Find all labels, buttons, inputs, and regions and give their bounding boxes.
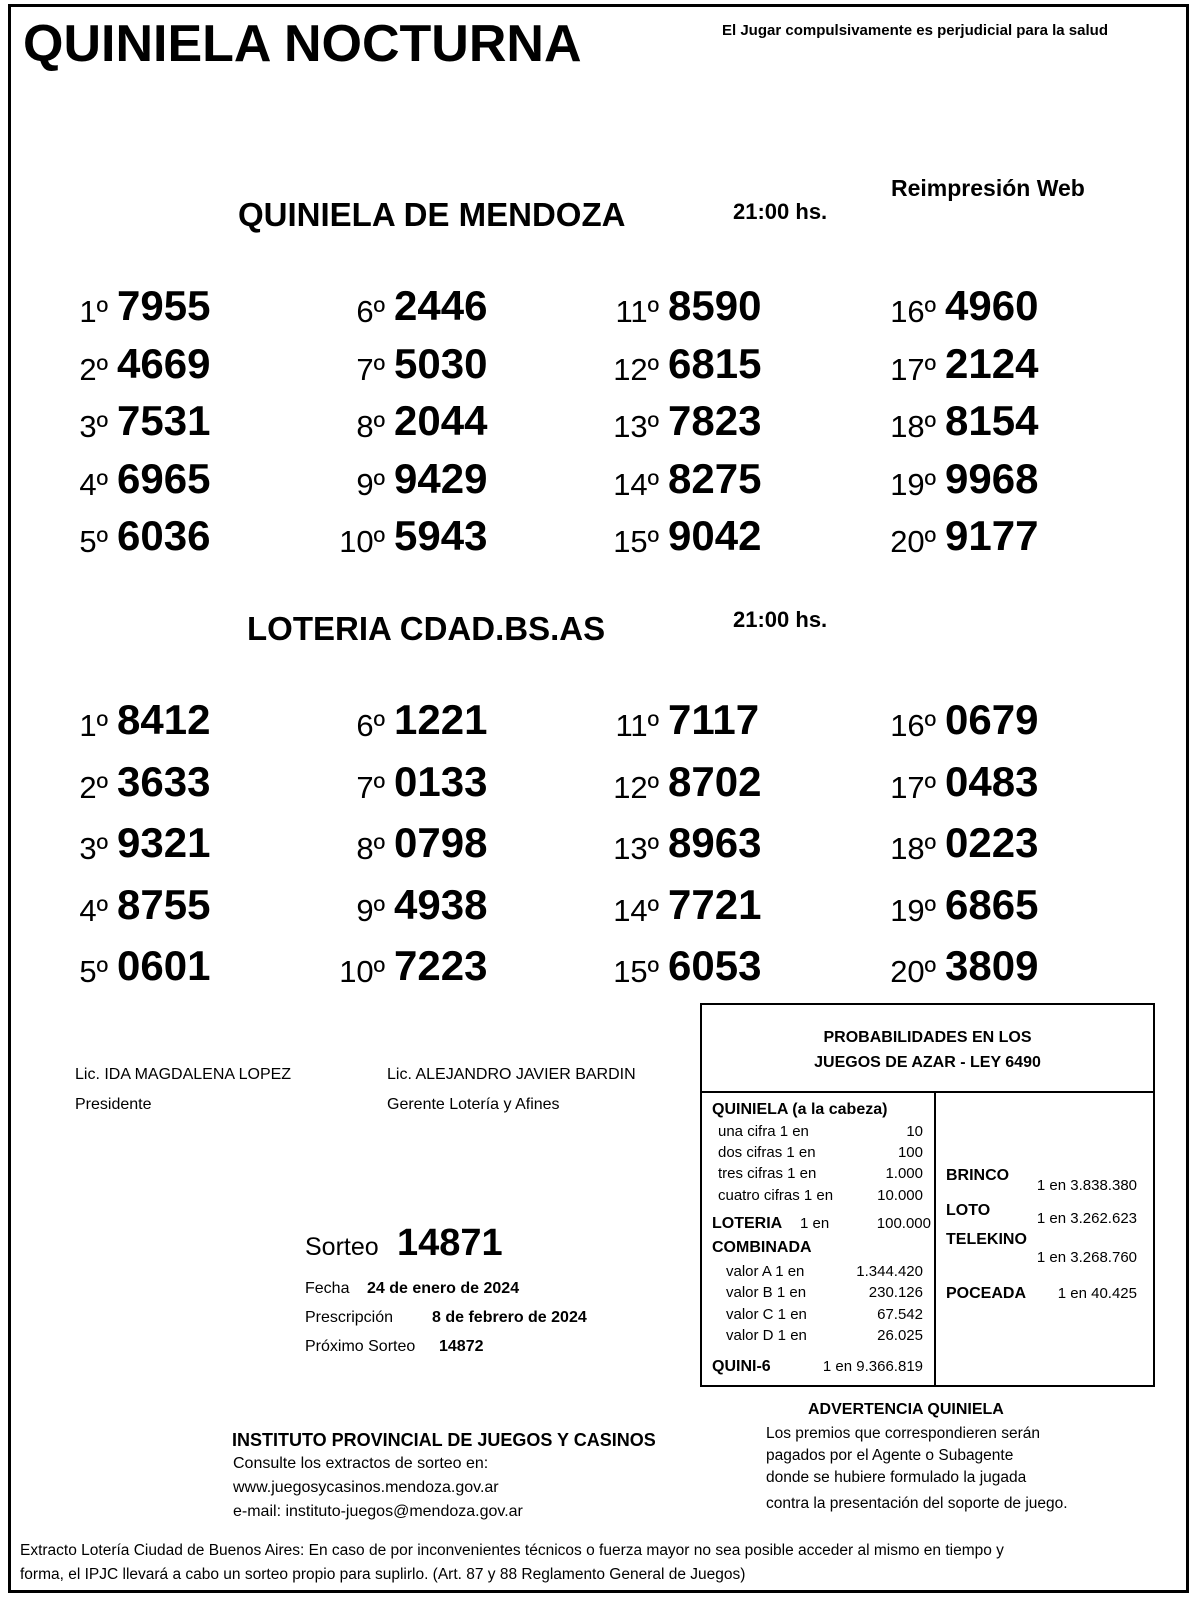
quini6-value: 1 en 9.366.819	[822, 1358, 923, 1375]
advertencia-title: ADVERTENCIA QUINIELA	[808, 1401, 1004, 1418]
result-number: 3633	[117, 757, 211, 805]
mendoza-time: 21:00 hs.	[733, 199, 828, 224]
result-position: 10º	[339, 524, 385, 559]
result-position: 16º	[890, 708, 936, 743]
result-number: 9429	[394, 454, 488, 502]
result-number: 0601	[117, 942, 211, 989]
combinada-row-value: 1.344.420	[856, 1263, 923, 1280]
result-number: 8590	[668, 282, 762, 329]
instituto-title: INSTITUTO PROVINCIAL DE JUEGOS Y CASINOS	[232, 1430, 656, 1450]
result-cell	[0, 758, 1200, 808]
poceada-value: 1 en 40.425	[1057, 1285, 1137, 1302]
proximo-label: Próximo Sorteo	[305, 1338, 416, 1355]
result-number: 7117	[668, 696, 760, 743]
result-position: 7º	[356, 769, 385, 805]
result-position: 10º	[339, 954, 385, 989]
quiniela-prob-label: QUINIELA (a la cabeza)	[712, 1101, 888, 1118]
instituto-line: Consulte los extractos de sorteo en:	[233, 1455, 489, 1472]
result-number: 9177	[945, 512, 1039, 559]
footer-line: Extracto Lotería Ciudad de Buenos Aires: En caso de por inconvenientes técnicos o fuerza mayor no sea posible acceder al mismo en tiempo y	[20, 1542, 1004, 1559]
result-number: 6053	[668, 942, 762, 989]
quiniela-row-value: 100	[897, 1144, 923, 1161]
result-number: 0798	[394, 819, 488, 866]
loteria-prob-value: 100.000	[876, 1215, 931, 1232]
result-position: 3º	[79, 831, 108, 866]
result-position: 20º	[890, 524, 936, 559]
result-position: 6º	[356, 708, 385, 743]
result-number: 0223	[945, 819, 1039, 866]
result-position: 6º	[356, 294, 385, 329]
result-number: 4669	[117, 339, 211, 387]
result-position: 1º	[79, 708, 108, 743]
loteria-title: LOTERIA CDAD.BS.AS	[247, 610, 606, 647]
result-position: 12º	[613, 351, 659, 387]
result-position: 11º	[615, 708, 659, 743]
probabilities-box	[700, 1003, 1155, 1387]
instituto-website-link[interactable]: www.juegosycasinos.mendoza.gov.ar	[233, 1479, 499, 1496]
advertencia-line: pagados por el Agente o Subagente	[766, 1447, 1014, 1464]
advertencia-line: contra la presentación del soporte de juego.	[766, 1495, 1068, 1512]
result-position: 2º	[79, 769, 108, 805]
result-number: 6815	[668, 339, 762, 387]
result-position: 17º	[890, 351, 936, 387]
loto-label: LOTO	[946, 1202, 991, 1219]
combinada-row-value: 26.025	[877, 1327, 923, 1344]
result-number: 7955	[117, 282, 211, 329]
combinada-row-label: valor C 1 en	[726, 1306, 807, 1323]
result-number: 8963	[668, 819, 762, 866]
sorteo-number: 14871	[397, 1222, 503, 1264]
telekino-label: TELEKINO	[946, 1231, 1027, 1248]
result-number: 7721	[668, 880, 762, 928]
quini6-label: QUINI-6	[712, 1358, 771, 1375]
probabilities-column-divider	[934, 1093, 936, 1387]
quiniela-row-label: dos cifras 1 en	[718, 1144, 816, 1161]
combinada-label: COMBINADA	[712, 1239, 812, 1256]
result-number: 5030	[394, 339, 488, 387]
result-position: 8º	[356, 831, 385, 866]
result-position: 2º	[79, 351, 108, 387]
result-position: 8º	[356, 409, 385, 444]
result-position: 7º	[356, 351, 385, 387]
result-cell	[0, 282, 1200, 332]
result-number: 0133	[394, 757, 488, 805]
result-position: 9º	[356, 466, 385, 502]
result-number: 2124	[945, 339, 1039, 387]
fecha-value: 24 de enero de 2024	[367, 1280, 520, 1297]
result-number: 6965	[117, 454, 211, 502]
health-warning: El Jugar compulsivamente es perjudicial para la salud	[722, 22, 1108, 39]
mendoza-title: QUINIELA DE MENDOZA	[238, 196, 626, 233]
combinada-row-label: valor B 1 en	[726, 1284, 807, 1301]
sorteo-label: Sorteo	[305, 1233, 379, 1261]
result-number: 8755	[117, 880, 211, 928]
result-number: 4938	[394, 880, 488, 928]
result-position: 5º	[79, 524, 108, 559]
advertencia-line: donde se hubiere formulado la jugada	[766, 1469, 1027, 1486]
combinada-row-value: 230.126	[868, 1284, 923, 1301]
quiniela-row-label: cuatro cifras 1 en	[718, 1187, 834, 1204]
fecha-label: Fecha	[305, 1280, 350, 1297]
result-position: 19º	[890, 892, 936, 928]
result-cell	[0, 455, 1200, 505]
result-position: 13º	[613, 831, 659, 866]
result-position: 16º	[890, 294, 936, 329]
signature-left-name: Lic. IDA MAGDALENA LOPEZ	[75, 1066, 292, 1083]
prescripcion-label: Prescripción	[305, 1309, 394, 1326]
poceada-label: POCEADA	[946, 1285, 1027, 1302]
probabilities-title-line2: JUEGOS DE AZAR - LEY 6490	[814, 1054, 1041, 1071]
brinco-value: 1 en 3.838.380	[1036, 1177, 1137, 1194]
result-position: 1º	[79, 294, 108, 329]
result-cell	[0, 397, 1200, 447]
signature-right-role: Gerente Lotería y Afines	[387, 1096, 560, 1113]
result-number: 8412	[117, 696, 211, 743]
result-number: 9042	[668, 512, 762, 559]
probabilities-title-line1: PROBABILIDADES EN LOS	[823, 1029, 1032, 1046]
result-position: 20º	[890, 954, 936, 989]
probabilities-header-divider	[702, 1091, 1153, 1093]
result-position: 18º	[890, 831, 936, 866]
loteria-time: 21:00 hs.	[733, 607, 828, 632]
loteria-prob-en: 1 en	[800, 1215, 830, 1232]
result-position: 14º	[613, 892, 659, 928]
combinada-row-label: valor A 1 en	[726, 1263, 805, 1280]
proximo-value: 14872	[439, 1338, 484, 1355]
result-number: 3809	[945, 942, 1039, 989]
reprint-label: Reimpresión Web	[891, 175, 1085, 201]
instituto-email-link[interactable]: e-mail: instituto-juegos@mendoza.gov.ar	[233, 1503, 523, 1520]
signature-left-role: Presidente	[75, 1096, 152, 1113]
result-number: 1221	[394, 696, 488, 743]
loteria-prob-label: LOTERIA	[712, 1215, 783, 1232]
result-position: 19º	[890, 466, 936, 502]
result-number: 6865	[945, 880, 1039, 928]
result-number: 7531	[117, 397, 211, 444]
result-cell	[0, 512, 1200, 562]
result-cell	[0, 819, 1200, 869]
result-position: 13º	[613, 409, 659, 444]
result-number: 0483	[945, 757, 1039, 805]
result-cell	[0, 881, 1200, 931]
result-number: 8154	[945, 397, 1039, 444]
result-position: 15º	[613, 954, 659, 989]
combinada-row-value: 67.542	[877, 1306, 923, 1323]
quiniela-row-value: 1.000	[885, 1165, 923, 1182]
result-cell	[0, 942, 1200, 992]
result-number: 4960	[945, 282, 1039, 329]
result-position: 4º	[79, 892, 108, 928]
result-number: 5943	[394, 512, 488, 559]
result-position: 5º	[79, 954, 108, 989]
result-number: 9321	[117, 819, 211, 866]
result-position: 17º	[890, 769, 936, 805]
result-position: 14º	[613, 466, 659, 502]
telekino-value: 1 en 3.268.760	[1036, 1249, 1137, 1266]
result-position: 4º	[79, 466, 108, 502]
result-cell	[0, 340, 1200, 390]
footer-line: forma, el IPJC llevará a cabo un sorteo propio para suplirlo. (Art. 87 y 88 Reglamento General de Juegos)	[20, 1566, 746, 1583]
loto-value: 1 en 3.262.623	[1036, 1210, 1137, 1227]
result-number: 2446	[394, 282, 488, 329]
result-number: 8275	[668, 454, 762, 502]
result-number: 7223	[394, 942, 488, 989]
quiniela-row-value: 10.000	[877, 1187, 923, 1204]
quiniela-row-label: una cifra 1 en	[718, 1123, 809, 1140]
result-number: 2044	[394, 397, 488, 444]
result-cell	[0, 696, 1200, 746]
result-number: 0679	[945, 696, 1039, 743]
page-title: QUINIELA NOCTURNA	[23, 15, 582, 73]
combinada-row-label: valor D 1 en	[726, 1327, 807, 1344]
result-number: 6036	[117, 512, 211, 559]
signature-right-name: Lic. ALEJANDRO JAVIER BARDIN	[387, 1066, 636, 1083]
result-position: 3º	[79, 409, 108, 444]
quiniela-row-value: 10	[906, 1123, 923, 1140]
prescripcion-value: 8 de febrero de 2024	[432, 1309, 587, 1326]
result-position: 12º	[613, 769, 659, 805]
result-position: 11º	[615, 294, 659, 329]
result-position: 9º	[356, 892, 385, 928]
advertencia-line: Los premios que correspondieren serán	[766, 1425, 1040, 1442]
result-number: 7823	[668, 397, 762, 444]
result-number: 8702	[668, 757, 762, 805]
brinco-label: BRINCO	[946, 1167, 1010, 1184]
quiniela-row-label: tres cifras 1 en	[718, 1165, 817, 1182]
result-position: 18º	[890, 409, 936, 444]
result-number: 9968	[945, 454, 1039, 502]
result-position: 15º	[613, 524, 659, 559]
